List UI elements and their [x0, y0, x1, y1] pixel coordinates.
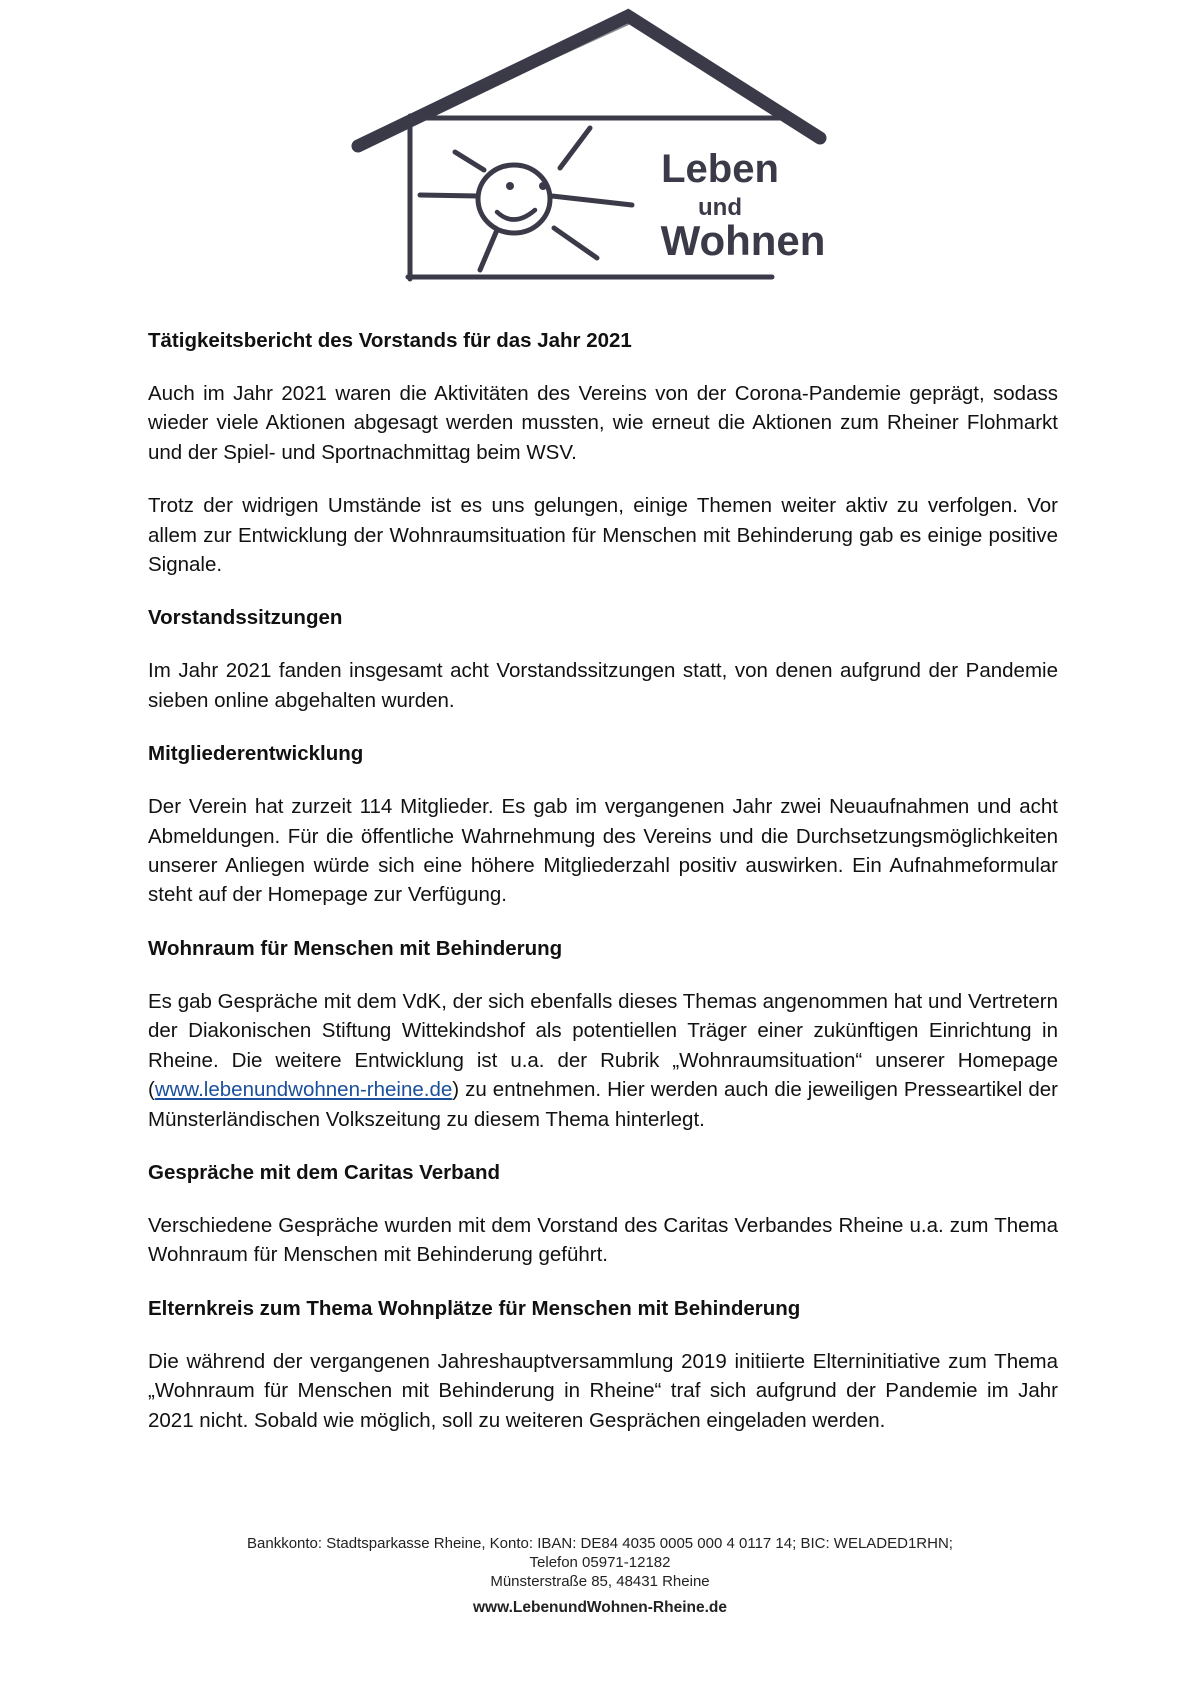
intro-paragraph-1: Auch im Jahr 2021 waren die Aktivitäten des Vereins von der Corona-Pandemie geprägt, sodass wieder viele Aktionen abgesagt werden mussten, wie erneut die Aktionen zum Rheiner Flohmarkt und der Spiel- und Sportnachmittag beim WSV. — [148, 382, 1058, 464]
footer-address: Münsterstraße 85, 48431 Rheine — [490, 1573, 710, 1590]
organization-logo — [340, 0, 840, 295]
page-footer — [0, 1534, 1200, 1617]
svg-text:Wohnen: Wohnen — [660, 217, 826, 264]
section-heading-wohnraum: Wohnraum für Menschen mit Behinderung — [148, 936, 563, 960]
section-heading-elternkreis: Elternkreis zum Thema Wohnplätze für Menschen mit Behinderung — [148, 1296, 801, 1320]
section-text-mitgliederentwicklung: Der Verein hat zurzeit 114 Mitglieder. Es gab im vergangenen Jahr zwei Neuaufnahmen und acht Abmeldungen. Für die öffentliche Wahrnehmung des Vereins und die Durchsetzungsmöglichkeiten unserer Anliegen würde sich eine höhere Mitgliederzahl positiv auswirken. Ein Aufnahmeformular steht auf der Homepage zur Verfügung. — [148, 795, 1058, 907]
section-text-wohnraum — [148, 987, 1058, 1134]
svg-text:Leben: Leben — [661, 147, 779, 191]
footer-bank-details: Bankkonto: Stadtsparkasse Rheine, Konto: IBAN: DE84 4035 0005 000 4 0117 14; BIC: WELADED1RHN; — [247, 1535, 953, 1552]
footer-phone: Telefon 05971-12182 — [529, 1554, 671, 1571]
wohnraum-text-after: ) zu entnehmen. Hier werden auch die jeweiligen Presseartikel der Münsterländischen Volkszeitung zu diesem Thema hinterlegt. — [148, 1078, 1058, 1131]
house-sun-logo-icon — [340, 0, 840, 295]
footer-website-link[interactable]: www.LebenundWohnen-Rheine.de — [472, 1599, 728, 1616]
section-heading-vorstandssitzungen: Vorstandssitzungen — [148, 606, 343, 630]
report-body — [148, 326, 1058, 1459]
wohnraum-text-before: Es gab Gespräche mit dem VdK, der sich ebenfalls dieses Themas angenommen hat und Vertretern der Diakonischen Stiftung Wittekindshof als potentiellen Träger einer zukünftigen Einrichtung in Rheine. Die weitere Entwicklung ist u.a. der Rubrik „Wohnraumsituation“ unserer Homepage ( — [148, 989, 1058, 1102]
page-title: Tätigkeitsbericht des Vorstands für das Jahr 2021 — [148, 329, 632, 352]
section-text-caritas: Verschiedene Gespräche wurden mit dem Vorstand des Caritas Verbandes Rheine u.a. zum Thema Wohnraum für Menschen mit Behinderung geführt. — [148, 1213, 1058, 1267]
section-text-elternkreis: Die während der vergangenen Jahreshauptversammlung 2019 initiierte Elterninitiative zum Thema „Wohnraum für Menschen mit Behinderung in Rheine“ traf sich aufgrund der Pandemie im Jahr 2021 nicht. Sobald wie möglich, soll zu weiteren Gesprächen eingeladen werden. — [148, 1349, 1058, 1432]
section-heading-mitgliederentwicklung: Mitgliederentwicklung — [148, 742, 364, 766]
homepage-link[interactable]: www.lebenundwohnen-rheine.de — [154, 1078, 453, 1102]
svg-text:und: und — [698, 194, 742, 221]
section-text-vorstandssitzungen: Im Jahr 2021 fanden insgesamt acht Vorstandssitzungen statt, von denen aufgrund der Pandemie sieben online abgehalten wurden. — [148, 659, 1058, 712]
section-heading-caritas: Gespräche mit dem Caritas Verband — [148, 1160, 501, 1184]
intro-paragraph-2: Trotz der widrigen Umstände ist es uns gelungen, einige Themen weiter aktiv zu verfolgen. Vor allem zur Entwicklung der Wohnraumsituation für Menschen mit Behinderung gab es einige positive Signale. — [148, 494, 1058, 577]
